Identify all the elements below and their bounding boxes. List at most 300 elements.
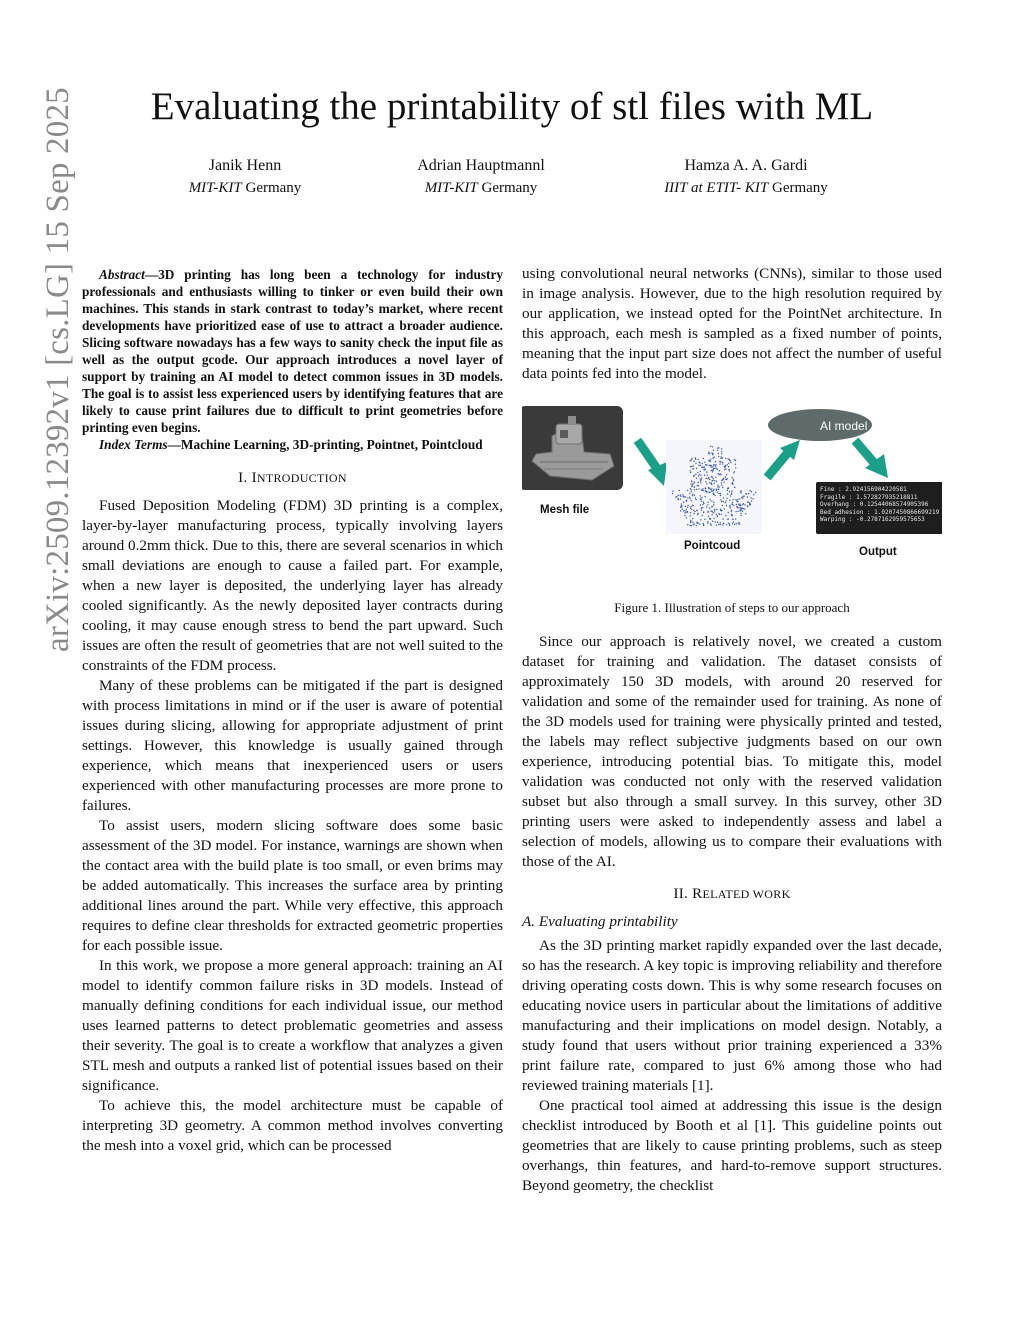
pointcloud-point [694,481,695,482]
pointcloud-point [719,463,720,464]
pointcloud-point [717,447,718,448]
pointcloud-point [687,507,688,508]
pointcloud-point [711,476,712,477]
pointcloud-point [687,497,688,498]
pointcloud-point [702,488,703,489]
pointcloud-point [705,490,706,491]
pointcloud-point [736,504,737,505]
pointcloud-point [722,462,723,463]
pointcloud-point [737,511,738,512]
pointcloud-point [703,469,704,470]
pointcloud-point [707,478,708,479]
pointcloud-point [706,506,707,507]
figure-caption: Figure 1. Illustration of steps to our approach [614,600,850,615]
pointcloud-point [712,446,713,447]
pointcloud-point [694,486,695,487]
pointcloud-point [712,454,713,455]
pointcloud-point [712,458,713,459]
pointcloud-point [720,499,721,500]
pointcloud-point [701,479,702,480]
pointcloud-point [679,490,680,491]
pointcloud-point [736,506,737,507]
pointcloud-point [695,499,696,500]
pointcloud-point [693,510,694,511]
pointcloud-point [721,514,722,515]
pointcloud-point [723,501,724,502]
mesh-image [522,406,623,490]
pointcloud-point [727,490,728,491]
paragraph: To achieve this, the model architecture must be capable of interpreting 3D geometry. A common method involves converting the mesh into a voxel grid, which can be processed [82,1097,503,1154]
output-line: Bed_adhesion : 1.0207450866699219 [820,508,940,516]
pointcloud-point [700,480,701,481]
pointcloud-point [692,495,693,496]
pointcloud-point [712,480,713,481]
pointcloud-point [715,464,716,465]
pointcloud-point [739,504,740,505]
pointcloud-point [690,466,691,467]
pointcloud-point [710,465,711,466]
pointcloud-point [690,512,691,513]
pointcloud-point [740,507,741,508]
pointcloud-point [691,481,692,482]
pointcloud-point [747,501,748,502]
pointcloud-point [724,466,725,467]
pointcloud-point [722,463,723,464]
pointcloud-point [720,524,721,525]
pointcloud-point [703,523,704,524]
pointcloud-point [746,493,747,494]
pointcloud-point [713,478,714,479]
pointcloud-point [696,489,697,490]
pointcloud-point [710,466,711,467]
pointcloud-point [716,489,717,490]
pointcloud-point [717,516,718,517]
pointcloud-point [733,480,734,481]
pointcloud-point [723,523,724,524]
pointcloud-point [730,462,731,463]
pointcloud-point [680,498,681,499]
author-affiliation: IIIT at ETIT- KIT Germany [664,180,828,196]
pointcloud-point [696,522,697,523]
pointcloud-point [691,491,692,492]
pointcloud-point [741,515,742,516]
pointcloud-point [695,497,696,498]
pointcloud-point [689,525,690,526]
pointcloud-point [700,499,701,500]
pointcloud-point [732,482,733,483]
pointcloud-point [675,497,676,498]
pointcloud-point [718,513,719,514]
pointcloud-point [701,501,702,502]
pointcloud-point [707,511,708,512]
pointcloud-point [696,478,697,479]
pointcloud-point [722,518,723,519]
pointcloud-point [721,482,722,483]
pointcloud-point [718,524,719,525]
pointcloud-point [710,459,711,460]
pointcloud-point [709,482,710,483]
pointcloud-point [745,513,746,514]
pointcloud-point [721,501,722,502]
author-name: Janik Henn [208,157,282,174]
pointcloud-point [703,458,704,459]
pointcloud-point [707,502,708,503]
arxiv-identifier: arXiv:2509.12392v1 [cs.LG] 15 Sep 2025 [40,87,76,652]
pointcloud-point [715,465,716,466]
pointcloud-point [732,502,733,503]
pointcloud-point [691,466,692,467]
pointcloud-point [699,462,700,463]
pointcloud-point [690,470,691,471]
pointcloud-point [712,466,713,467]
paragraph: In this work, we propose a more general approach: training an AI model to identify common failure risks in 3D models. Instead of manually defining conditions for each individual issue, our method uses learned patterns to detect problematic geometries and assess their severity. The goal is to create a workflow that analyzes a given STL mesh and outputs a ranked list of potential issues based on their significance. [82,957,503,1094]
pointcloud-point [731,504,732,505]
pointcloud-point [726,479,727,480]
pointcloud-point [732,523,733,524]
pointcloud-point [695,474,696,475]
pointcloud-point [713,493,714,494]
pointcloud-point [717,473,718,474]
pointcloud-point [735,460,736,461]
pointcloud-point [709,479,710,480]
pointcloud-point [723,482,724,483]
author-name: Adrian Hauptmannl [417,157,545,174]
author-affiliation: MIT-KIT Germany [424,180,538,196]
pointcloud-point [708,492,709,493]
pointcloud-point [751,500,752,501]
pointcloud-point [701,509,702,510]
pointcloud-point [721,480,722,481]
pointcloud-point [728,512,729,513]
pointcloud-point [721,510,722,511]
pointcloud-point [715,521,716,522]
pointcloud-point [718,493,719,494]
pointcloud-point [701,477,702,478]
pointcloud-point [709,507,710,508]
output-line: Overhang : 0.12544068574905396 [820,501,929,509]
pointcloud-point [747,505,748,506]
pointcloud-point [720,522,721,523]
paragraph: As the 3D printing market rapidly expanded over the last decade, so has the research. A key topic is improving reliability and therefore driving operating costs down. This is why some research focuses on educating novice users in particular about the limitations of additive manufacturing and their implications on model design. Notably, a study found that users without prior training experienced a 33% print failure rate, compared to just 6% among those who had reviewed training materials [1]. [522,937,942,1094]
pointcloud-point [710,518,711,519]
pointcloud-point [680,506,681,507]
pointcloud-point [703,503,704,504]
pointcloud-point [687,511,688,512]
pointcloud-point [739,524,740,525]
pointcloud-point [722,524,723,525]
pointcloud-image [666,440,762,534]
pointcloud-point [698,513,699,514]
pointcloud-point [720,509,721,510]
pointcloud-point [683,502,684,503]
pointcloud-point [749,504,750,505]
pointcloud-point [738,523,739,524]
pointcloud-point [698,485,699,486]
pointcloud-point [705,487,706,488]
pointcloud-point [706,491,707,492]
pointcloud-point [726,498,727,499]
pointcloud-point [705,496,706,497]
pointcloud-point [721,453,722,454]
pointcloud-point [698,475,699,476]
pointcloud-point [717,450,718,451]
pointcloud-point [702,504,703,505]
pointcloud-point [692,522,693,523]
pointcloud-point [741,490,742,491]
pointcloud-point [712,512,713,513]
pointcloud-point [687,490,688,491]
pointcloud-point [693,483,694,484]
pointcloud-point [694,489,695,490]
pointcloud-label: Pointcoud [684,540,741,552]
pointcloud-point [725,500,726,501]
pointcloud-point [742,497,743,498]
pointcloud-point [698,482,699,483]
author-name: Hamza A. A. Gardi [684,157,808,174]
pointcloud-point [703,511,704,512]
pointcloud-point [684,510,685,511]
pointcloud-point [700,478,701,479]
pointcloud-point [704,519,705,520]
pointcloud-point [713,504,714,505]
pointcloud-point [741,492,742,493]
pointcloud-point [692,524,693,525]
pointcloud-point [686,500,687,501]
pointcloud-point [693,513,694,514]
author-block-3 [596,156,896,198]
pointcloud-point [704,468,705,469]
pointcloud-point [708,516,709,517]
pointcloud-point [712,469,713,470]
pointcloud-point [690,506,691,507]
pointcloud-point [739,510,740,511]
pointcloud-point [691,509,692,510]
abstract-label: Abstract [99,267,145,282]
pointcloud-point [728,463,729,464]
pointcloud-point [728,466,729,467]
mesh-file-label: Mesh file [540,504,590,516]
left-column [82,266,503,1156]
pointcloud-point [706,464,707,465]
pointcloud-point [718,456,719,457]
pointcloud-point [685,496,686,497]
pointcloud-point [693,465,694,466]
pointcloud-point [691,525,692,526]
pointcloud-point [735,499,736,500]
pointcloud-point [714,511,715,512]
pointcloud-point [717,485,718,486]
pointcloud-point [706,471,707,472]
pointcloud-point [732,519,733,520]
author-block-2 [331,156,631,198]
pointcloud-point [733,522,734,523]
pointcloud-point [728,488,729,489]
pointcloud-point [753,494,754,495]
pointcloud-point [700,495,701,496]
pointcloud-point [737,501,738,502]
pointcloud-point [717,491,718,492]
paragraph: One practical tool aimed at addressing this issue is the design checklist introduced by Booth et al [1]. This guideline points out geometries that are likely to cause printing problems, such as steep overhangs, thin features, and hard-to-remove support structures. Beyond geometry, the checklist [522,1097,942,1194]
output-values [820,486,939,524]
pointcloud-point [711,452,712,453]
pointcloud-point [719,486,720,487]
pointcloud-point [734,487,735,488]
pointcloud-point [724,508,725,509]
pointcloud-point [729,505,730,506]
pointcloud-point [691,459,692,460]
arrow-icon [770,440,800,474]
pointcloud-point [689,497,690,498]
pointcloud-point [735,464,736,465]
pointcloud-point [721,448,722,449]
pointcloud-point [721,485,722,486]
pointcloud-point [712,490,713,491]
pointcloud-point [713,464,714,465]
pointcloud-point [702,463,703,464]
pointcloud-point [696,525,697,526]
pointcloud-point [750,497,751,498]
pointcloud-point [681,503,682,504]
pointcloud-point [704,475,705,476]
pointcloud-point [731,492,732,493]
pointcloud-point [731,494,732,495]
paragraph: Fused Deposition Modeling (FDM) 3D printing is a complex, layer-by-layer manufacturing process, typically involving layers around 0.2mm thick. Due to this, there are several scenarios in which small deviations are enough to cause a failed part. For example, when a new layer is deposited, the underlying layer has already cooled significantly. As the newly deposited layer contracts during cooling, it may cause enough stress to bend the part upward. Such issues are often the result of geometries that are not well suited to the constraints of the FDM process. [82,497,503,674]
pointcloud-point [727,458,728,459]
pointcloud-point [695,457,696,458]
pointcloud-point [704,462,705,463]
pointcloud-point [682,494,683,495]
pointcloud-point [700,471,701,472]
pointcloud-point [687,524,688,525]
pointcloud-point [702,515,703,516]
pointcloud-point [738,504,739,505]
pointcloud-point [714,480,715,481]
pointcloud-point [711,500,712,501]
figure-1 [522,406,942,592]
pointcloud-point [714,495,715,496]
pointcloud-point [728,523,729,524]
pointcloud-point [710,446,711,447]
pointcloud-point [691,486,692,487]
pointcloud-point [697,485,698,486]
pointcloud-point [685,506,686,507]
index-terms-label: Index Terms [99,437,168,452]
pointcloud-point [705,478,706,479]
pointcloud-point [690,521,691,522]
pointcloud-point [722,457,723,458]
pointcloud-point [720,495,721,496]
pointcloud-point [729,525,730,526]
pointcloud-point [711,484,712,485]
pointcloud-point [691,489,692,490]
pointcloud-point [737,499,738,500]
pointcloud-point [716,481,717,482]
pointcloud-point [733,505,734,506]
pointcloud-point [682,508,683,509]
pointcloud-point [701,490,702,491]
abstract: Abstract—3D printing has long been a technology for industry professionals and enthusiasts willing to tinker or even build their own machines. This stands in stark contrast to today’s market, where recent developments have prioritized ease of use to attract a broader audience. Slicing software nowadays has a few ways to sanity check the input file as well as the output gcode. Our approach introduces a novel layer of support by training an AI model to detect common issues in 3D models. The goal is to assist less experienced users by identifying features that are likely to cause print failures due to difficult to print geometries before printing even begins. [82,267,503,435]
pointcloud-point [716,525,717,526]
pointcloud-point [732,484,733,485]
pointcloud-point [727,493,728,494]
pointcloud-point [710,523,711,524]
subsection-heading: A. Evaluating printability [522,913,678,930]
pointcloud-point [734,471,735,472]
pointcloud-point [724,469,725,470]
pointcloud-point [739,505,740,506]
pointcloud-point [692,505,693,506]
pointcloud-point [713,457,714,458]
pointcloud-point [718,489,719,490]
pointcloud-point [693,461,694,462]
pointcloud-point [730,495,731,496]
pointcloud-point [711,525,712,526]
pointcloud-point [690,498,691,499]
pointcloud-point [716,514,717,515]
pointcloud-point [680,496,681,497]
pointcloud-point [722,505,723,506]
pointcloud-point [712,506,713,507]
pointcloud-point [695,463,696,464]
pointcloud-point [690,483,691,484]
pointcloud-point [686,511,687,512]
pointcloud-point [716,509,717,510]
pointcloud-point [694,511,695,512]
pointcloud-point [716,468,717,469]
pointcloud-point [684,512,685,513]
pointcloud-point [707,521,708,522]
pointcloud-point [689,493,690,494]
pointcloud-point [702,507,703,508]
pointcloud-point [720,493,721,494]
paper-title: Evaluating the printability of stl files with ML [150,85,874,128]
author-affiliation: MIT-KIT Germany [188,180,302,196]
output-line: Fine : 2.924156904220581 [820,486,907,493]
output-line: Warping : -0.2787162959575653 [820,516,925,524]
pointcloud-point [700,504,701,505]
pointcloud-point [713,518,714,519]
pointcloud-point [725,502,726,503]
pointcloud-point [709,461,710,462]
pointcloud-point [728,469,729,470]
pointcloud-point [731,511,732,512]
pointcloud-point [723,497,724,498]
pointcloud-point [700,482,701,483]
pointcloud-point [698,488,699,489]
right-column [522,264,942,1196]
pointcloud-point [708,453,709,454]
pointcloud-point [690,515,691,516]
pointcloud-point [713,450,714,451]
pointcloud-point [694,495,695,496]
pointcloud-point [730,507,731,508]
pointcloud-point [729,470,730,471]
pointcloud-point [731,477,732,478]
pointcloud-point [691,500,692,501]
arrow-icon [858,444,888,478]
pointcloud-point [725,468,726,469]
pointcloud-point [700,519,701,520]
pointcloud-point [690,472,691,473]
pointcloud-point [733,479,734,480]
pointcloud-point [720,456,721,457]
pointcloud-point [727,464,728,465]
pointcloud-point [743,495,744,496]
pointcloud-point [711,514,712,515]
pointcloud-point [699,523,700,524]
pointcloud-point [734,459,735,460]
pointcloud-point [681,505,682,506]
